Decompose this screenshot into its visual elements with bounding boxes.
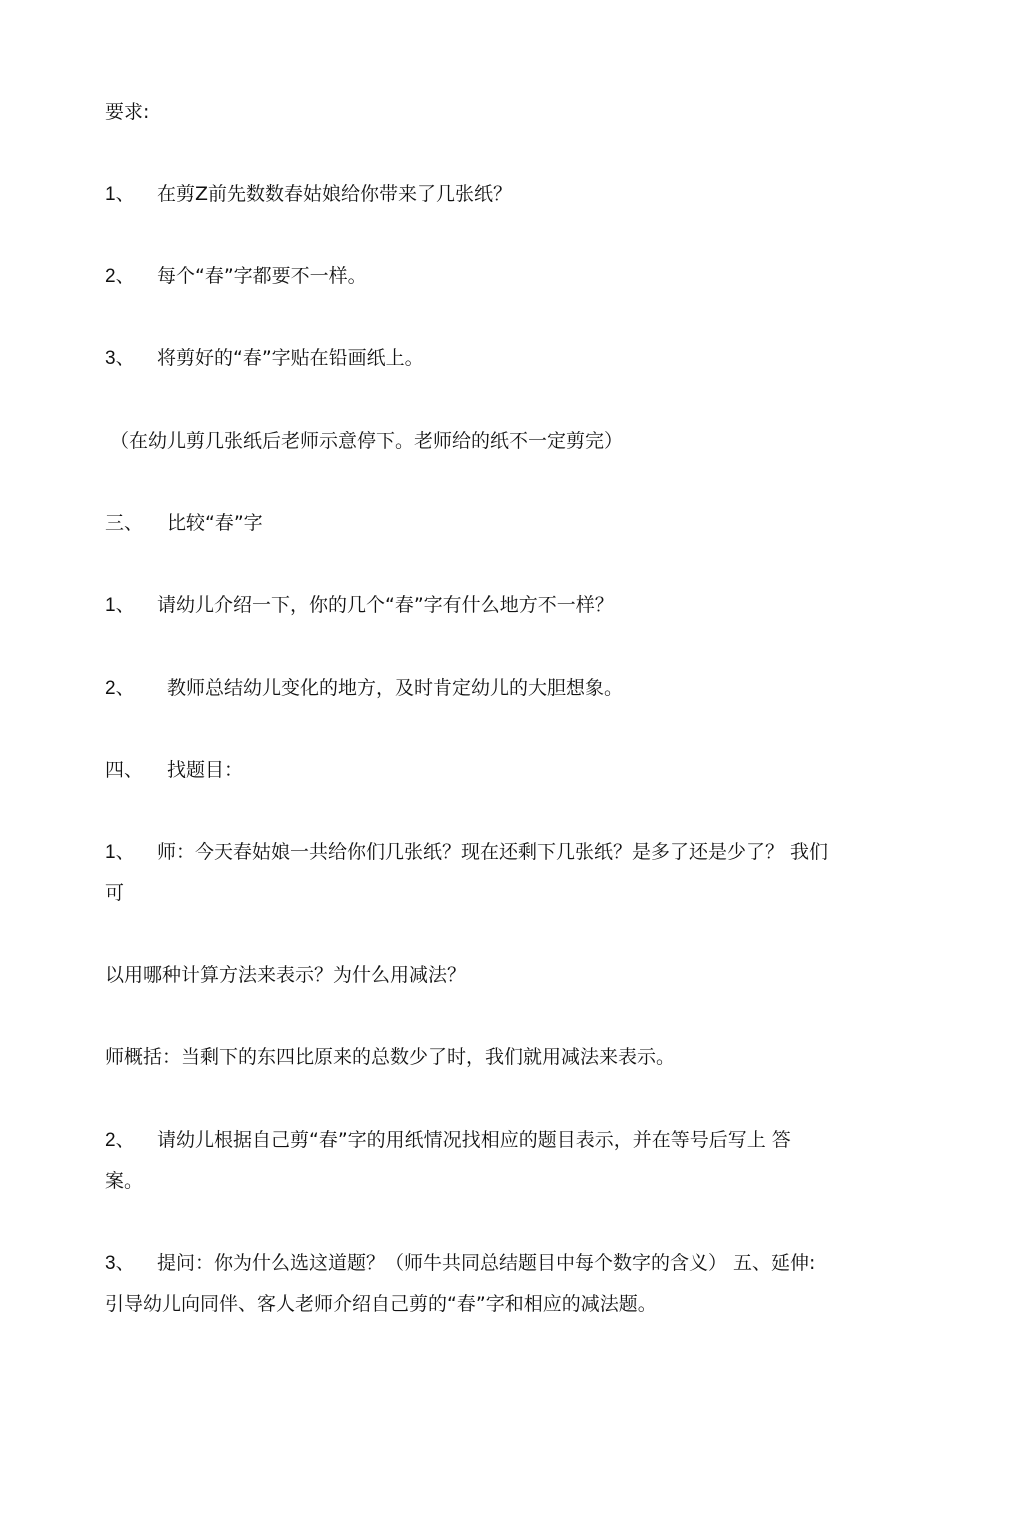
paragraph: 以用哪种计算方法来表示？为什么用减法？: [105, 964, 467, 986]
section-number: 三、: [105, 513, 144, 534]
item-text: 师：今天春姑娘一共给你们几张纸？现在还剩下几张纸？是多了还是少了？ 我们: [157, 841, 829, 863]
requirements-heading: 要求:: [105, 101, 150, 123]
item-text-continuation: 案。: [105, 1170, 144, 1192]
list-item: [105, 341, 424, 376]
item-text-continuation: 引导幼儿向同伴、客人老师介绍自己剪的“春”字和相应的减法题。: [105, 1293, 657, 1315]
item-text-continuation: 可: [105, 882, 125, 904]
item-number: 1、: [105, 184, 135, 205]
summary-paragraph: 师概括：当剩下的东四比原来的总数少了时，我们就用减法来表示。: [105, 1046, 676, 1068]
section-title: 找题目：: [167, 759, 244, 781]
item-text: 请幼儿根据自己剪“春”字的用纸情况找相应的题目表示，并在等号后写上 答: [157, 1129, 791, 1151]
item-number: 3、: [105, 348, 135, 369]
item-number: 2、: [105, 1130, 135, 1151]
list-item: [105, 671, 623, 706]
list-item: [105, 177, 512, 212]
item-text: 每个“春”字都要不一样。: [157, 265, 367, 287]
item-number: 3、: [105, 1253, 135, 1274]
item-text: 提问：你为什么选这道题？（师牛共同总结题目中每个数字的含义） 五、延伸:: [157, 1252, 816, 1274]
list-item: [105, 1123, 791, 1158]
item-text: 将剪好的“春”字贴在铅画纸上。: [157, 347, 424, 369]
section-heading-4: [105, 753, 243, 788]
item-number: 1、: [105, 595, 135, 616]
list-item: [105, 259, 367, 294]
section-heading-3: [105, 506, 263, 541]
item-number: 1、: [105, 842, 135, 863]
item-number: 2、: [105, 266, 135, 287]
list-item: [105, 835, 828, 870]
item-text: 请幼儿介绍一下，你的几个“春”字有什么地方不一样？: [157, 594, 614, 616]
list-item: [105, 1246, 815, 1281]
item-number: 2、: [105, 678, 135, 699]
item-text: 在剪Z前先数数春姑娘给你带来了几张纸？: [157, 183, 513, 205]
teacher-note: （在幼儿剪几张纸后老师示意停下。老师给的纸不一定剪完）: [110, 430, 624, 452]
section-number: 四、: [105, 760, 144, 781]
item-text: 教师总结幼儿变化的地方，及时肯定幼儿的大胆想象。: [167, 677, 624, 699]
section-title: 比较“春”字: [167, 512, 263, 534]
list-item: [105, 588, 614, 623]
